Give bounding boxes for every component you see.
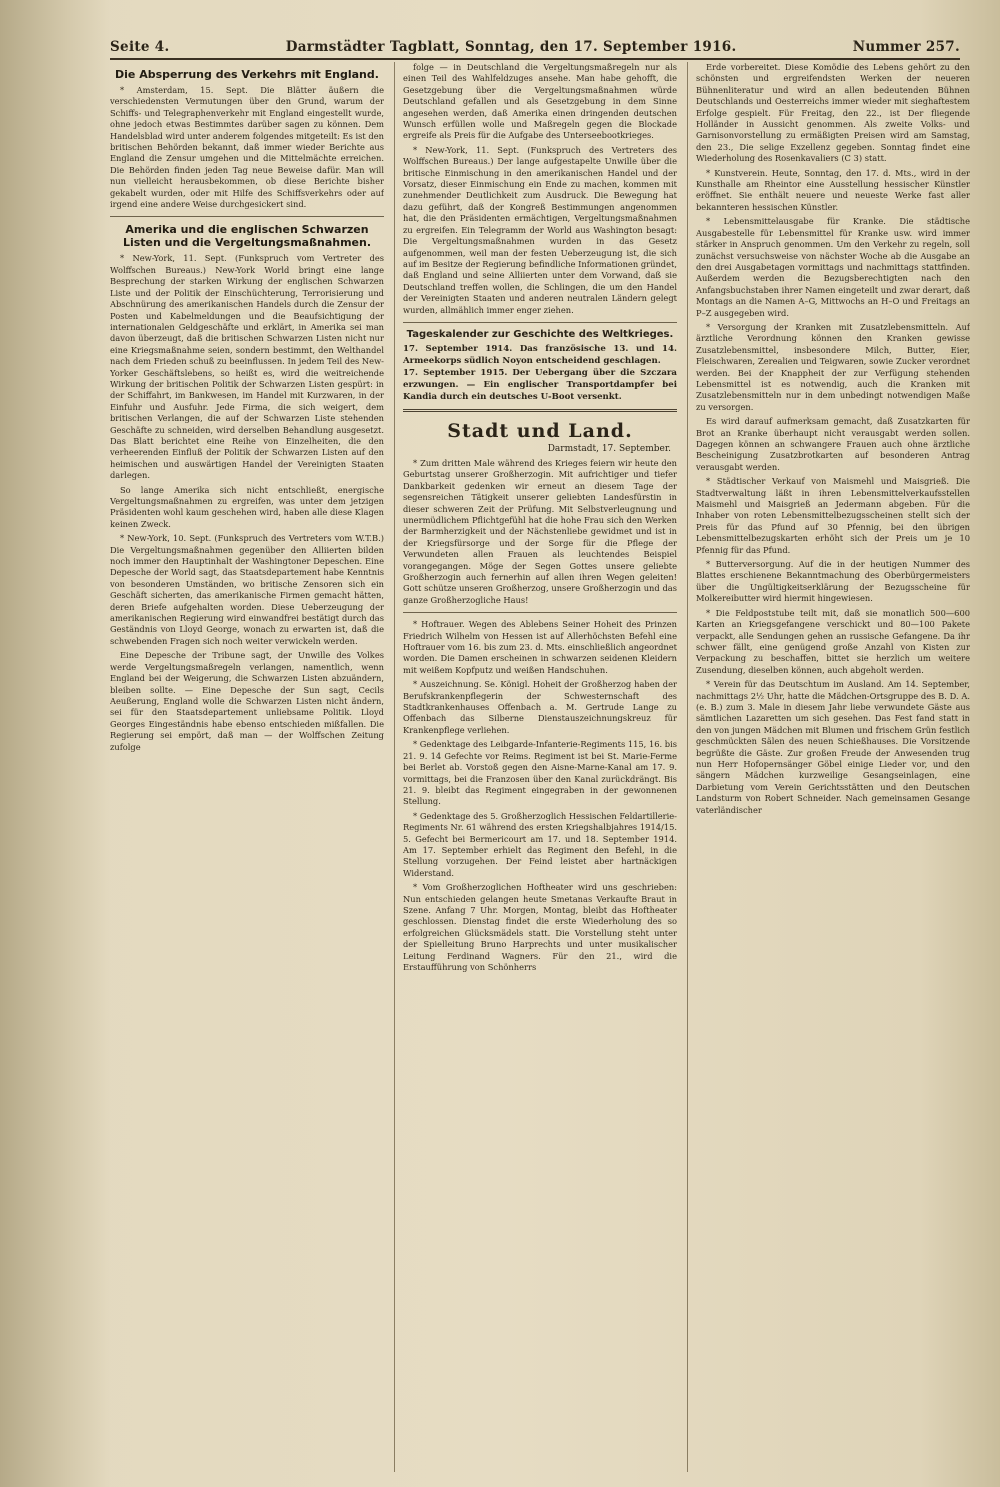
article-hoftrauer: * Hoftrauer. Wegen des Ablebens Seiner Hoheit des Prinzen Friedrich Wilhelm von Hessen ist auf Allerhöchsten Befehl eine Hoftrauer vom 16. bis zum 23. d. Mts. einschließlich angeordnet worden. Die Damen erscheinen in schwarzen seidenen Kleidern mit weißem Kopfputz und weißen Handschuhen.	[403, 619, 677, 675]
issue-number: Nummer 257.	[852, 39, 960, 55]
article-absperrung: * Amsterdam, 15. Sept. Die Blätter äußern die verschiedensten Vermutungen über den Grund, warum der Schiffs- und Telegraphenverkehr mit England eingestellt wurde, ohne jedoch etwas Bestimmtes darüber sagen zu können. Dem Handelsblad wird unter anderem folgendes mitgeteilt: Es ist den britischen Behörden bekannt, daß immer wieder Berichte aus England die Zensur umgehen und die Mittelmächte erreichen. Die Behörden finden jeden Tag neue Beweise dafür. Man will nun vielleicht herausbekommen, ob diese Berichte bisher gekabelt wurden, oder mit Hilfe des Schiffsverkehrs oder auf irgend eine andere Weise durchgesickert sind.	[110, 85, 384, 210]
divider	[110, 216, 384, 217]
article-cont: folge — in Deutschland die Vergeltungsmaßregeln nur als einen Teil des Wahlfeldzuges ansehe. Man habe gehofft, die Gesetzgebung über die Vergeltungsmaßnahmen würde Deutschland gefallen und als Gesetzgebung in dem Sinne angesehen werden, daß Amerika einen dringenden deutschen Wunsch erfüllen wolle und Maßregeln gegen die Blockade ergreife als Preis für die Aufgabe des Unterseebootkrieges.	[403, 62, 677, 141]
divider	[403, 322, 677, 323]
divider	[403, 612, 677, 613]
kalender-entry-1915: 17. September 1915. Der Uebergang über die Szczara erzwungen. — Ein englischer Transportdampfer bei Kandia durch ein deutsches U-Boot versenkt.	[403, 367, 677, 402]
article-amerika-3: * New-York, 10. Sept. (Funkspruch des Vertreters vom W.T.B.) Die Vergeltungsmaßnahmen gegenüber den Alliierten bilden noch immer den Hauptinhalt der Washingtoner Depeschen. Eine Depesche der World sagt, das Staatsdepartement habe Kenntnis von besonderen Umständen, wo britische Zensoren sich ein Geschäft sicherten, das amerikanische Firmen gemacht hätten, deren Briefe aufgehalten worden. Diese Ueberzeugung der amerikanischen Regierung wird einwandfrei bestätigt durch das Geständnis von Lloyd George, wonach zu erwarten ist, daß die schwebenden Fragen sich noch weiter verwickeln werden.	[110, 533, 384, 646]
kalender-entry-1914: 17. September 1914. Das französische 13. und 14. Armeekorps südlich Noyon entscheidend geschlagen.	[403, 343, 677, 366]
headline-absperrung: Die Absperrung des Verkehrs mit England.	[115, 68, 379, 81]
article-amerika-2: So lange Amerika sich nicht entschließt, energische Vergeltungsmaßnahmen zu ergreifen, was unter dem jetzigen Präsidenten wohl kaum geschehen wird, haben alle diese Klagen keinen Zweck.	[110, 484, 384, 529]
section-title-stadt-und-land: Stadt und Land.	[447, 419, 633, 442]
article-gedenktage-61: * Gedenktage des 5. Großherzoglich Hessischen Feldartillerie-Regiments Nr. 61 während des ersten Kriegshalbjahres 1914/15. 5. Gefecht bei Bermericourt am 17. und 18. September 1914. Am 17. September erhielt das Regiment den Befehl, in die Stellung vorzugehen. Der Feind leistet aber hartnäckigen Widerstand.	[403, 810, 677, 878]
article-theater-cont: Erde vorbereitet. Diese Komödie des Lebens gehört zu den schönsten und ergreifendsten Werken der neueren Bühnenliteratur und wird an allen bedeutenden Bühnen Deutschlands und Oesterreichs immer wieder mit sieghaftestem Erfolge gespielt. Für Freitag, den 22., ist Der fliegende Holländer in Aussicht genommen. Als zweite Volks- und Garnisonvorstellung zu ermäßigten Preisen wird am Samstag, den 23., Die selige Exzellenz gegeben. Sonntag findet eine Wiederholung des Rosenkavaliers (C 3) statt.	[696, 62, 970, 164]
article-verein-deutschtum: * Verein für das Deutschtum im Ausland. Am 14. September, nachmittags 2½ Uhr, hatte die Mädchen-Ortsgruppe des B. D. A. (e. B.) zum 3. Male in diesem Jahr liebe verwundete Gäste aus sämtlichen Lazaretten um sich gesehen. Das Fest fand statt in den von jungen Mädchen mit Blumen und frischem Grün festlich geschmückten Sälen des neuen Schießhauses. Die Vorsitzende begrüßte die Gäste. Zur großen Freude der Anwesenden trug nun Herr Hofopernsänger Göbel einige Lieder vor, und den sängern Mädchen kurzweilige Gesangseinlagen, eine Darbietung vom Verein Gerichtsstätten und den Deutschen Landsturm von Robert Schneider. Nach gemeinsamen Gesange vaterländischer	[696, 679, 970, 815]
headline-tageskalender: Tageskalender zur Geschichte des Weltkrieges.	[406, 328, 674, 340]
article-amerika-4: Eine Depesche der Tribune sagt, der Unwille des Volkes werde Vergeltungsmaßregeln verlangen, namentlich, wenn England bei der Weigerung, die Schwarzen Listen abzuändern, bleiben sollte. — Eine Depesche der Sun sagt, Cecils Aeußerung, England wolle die Schwarzen Listen nicht ändern, sei für den Staatsdepartement unliebsame Politik. Lloyd Georges Eingeständnis habe ebenso entschieden mißfallen. Die Regierung sei empört, daß man — der Wolffschen Zeitung zufolge	[110, 650, 384, 752]
columns	[110, 62, 970, 1472]
article-hoftheater: * Vom Großherzoglichen Hoftheater wird uns geschrieben: Nun entschieden gelangen heute Smetanas Verkaufte Braut in Szene. Anfang 7 Uhr. Morgen, Montag, bleibt das Hoftheater geschlossen. Dienstag findet die erste Wiederholung des so erfolgreichen Glücksmädels statt. Die Vorstellung steht unter der Spielleitung Bruno Harprechts und unter musikalischer Leitung Ferdinand Wagners. Für den 21., wird die Erstaufführung von Schönherrs	[403, 882, 677, 972]
article-lebensmittelausgabe: * Lebensmittelausgabe für Kranke. Die städtische Ausgabestelle für Lebensmittel für Kranke usw. wird immer stärker in Anspruch genommen. Um den Verkehr zu regeln, soll zunächst versuchsweise von nächster Woche ab die Ausgabe an den drei Ausgabetagen vormittags und nachmittags stattfinden. Außerdem werden die Bezugsberechtigten nach den Anfangsbuchstaben ihrer Namen eingeteilt und zwar derart, daß Montags an die Namen A–G, Mittwochs an H–O und Freitags an P–Z ausgegeben wird.	[696, 216, 970, 318]
article-feldpoststube: * Die Feldpoststube teilt mit, daß sie monatlich 500—600 Karten an Kriegsgefangene verschickt und 80—100 Pakete verpackt, alle Sendungen gehen an russische Gefangene. Da ihr schwer fällt, eine genügend große Anzahl von Kisten zur Verpackung zu beschaffen, bittet sie herzlich um weitere Zusendung, dieselben können, auch abgeholt werden.	[696, 607, 970, 675]
article-versorgung-kranke: * Versorgung der Kranken mit Zusatzlebensmitteln. Auf ärztliche Verordnung können den Kranken gewisse Zusatzlebensmittel, insbesondere Milch, Butter, Eier, Fleischwaren, Zerealien und Teigwaren, sowie Zucker verordnet werden. Bei der Knappheit der zur Verfügung stehenden Lebensmittel ist es notwendig, auch die Kranken mit Zusatzlebensmitteln nur in dem unbedingt notwendigen Maße zu versorgen.	[696, 321, 970, 412]
headline-amerika: Amerika und die englischen Schwarzen Listen und die Vergeltungsmaßnahmen.	[122, 223, 372, 250]
dateline: Darmstadt, 17. September.	[547, 443, 671, 454]
article-maismehl: * Städtischer Verkauf von Maismehl und Maisgrieß. Die Stadtverwaltung läßt in ihren Lebensmittelverkaufsstellen Maismehl und Maisgrieß an Jedermann abgeben. Für die Inhaber von roten Lebensmittelbezugsscheinen stellt sich der Preis für das Pfund auf 30 Pfennig, bei den übrigen Lebensmittelbezugskarten erhöht sich der Preis um je 10 Pfennig für das Pfund.	[696, 476, 970, 555]
article-auszeichnung: * Auszeichnung. Se. Königl. Hoheit der Großherzog haben der Berufskrankenpflegerin der Schwesternschaft des Stadtkrankenhauses Offenbach a. M. Gertrude Lange zu Offenbach das Silberne Dienstauszeichnungskreuz für Krankenpflege verliehen.	[403, 679, 677, 735]
column-2	[394, 62, 677, 1472]
masthead	[110, 36, 960, 60]
article-amerika-1: * New-York, 11. Sept. (Funkspruch vom Vertreter des Wolffschen Bureaus.) New-York World bringt eine lange Besprechung der starken Wirkung der englischen Schwarzen Liste und der Politik der Einschüchterung, Terrorisierung und Abschnürung des amerikanischen Handels durch die Zensur der Posten und Kabelmeldungen und die Beaufsichtigung der internationalen Geldgeschäfte und erklärt, in Amerika sei man davon überzeugt, daß die britischen Schwarzen Listen nicht nur eine Kriegsmaßnahme seien, sondern bestimmt, den Welthandel nach dem Frieden schuß zu beeinflussen. In jedem Teil des New-Yorker Geschäftslebens, so heißt es, wird die weitreichende Wirkung der britischen Politik der Schwarzen Listen gespürt: in der Schiffahrt, im Bankwesen, im Handel mit Kurzwaren, in der Einfuhr und Ausfuhr. Jede Firma, die sich weigert, dem britischen Verlangen, die auf der Schwarzen Liste stehenden Geschäfte zu schneiden, wird derselben Behandlung ausgesetzt. Das Blatt berichtet eine Reihe von Einzelheiten, die den verheerenden Einfluß der Politik der Schwarzen Listen auf den heimischen und auswärtigen Handel der Vereinigten Staaten darlegen.	[110, 253, 384, 481]
article-zusatzkarten: Es wird darauf aufmerksam gemacht, daß Zusatzkarten für Brot an Kranke überhaupt nicht verausgabt werden sollen. Dagegen können an schwangere Frauen auch ohne ärztliche Bescheinigung Zusatzbrotkarten auf besonderen Antrag verausgabt werden.	[696, 416, 970, 472]
article-gedenktage-115: * Gedenktage des Leibgarde-Infanterie-Regiments 115, 16. bis 21. 9. 14 Gefechte vor Reims. Regiment ist bei St. Marie-Ferme bei Berlet ab. Vorstoß gegen den Aisne-Marne-Kanal am 17. 9. vormittags, bei die Franzosen über den Kanal zurückdrängt. Bis 21. 9. bleibt das Regiment eingegraben in der gewonnenen Stellung.	[403, 739, 677, 807]
article-kunstverein: * Kunstverein. Heute, Sonntag, den 17. d. Mts., wird in der Kunsthalle am Rheintor eine Ausstellung hessischer Künstler eröffnet. Sie enthält neuere und neueste Werke fast aller bekannteren hessischen Künstler.	[696, 167, 970, 212]
article-newyork: * New-York, 11. Sept. (Funkspruch des Vertreters des Wolffschen Bureaus.) Der lange aufgestapelte Unwille über die britische Einmischung in den amerikanischen Handel und der Vorsatz, dieser Einmischung ein Ende zu machen, kommen mit zunehmender Deutlichkeit zum Ausdruck. Die Bewegung hat dazu geführt, daß der Kongreß Bestimmungen angenommen hat, die den Präsidenten ermächtigen, Vergeltungsmaßnahmen zu ergreifen. Ein Telegramm der World aus Washington besagt: Die Vergeltungsmaßnahmen wurden in das Gesetz aufgenommen, weil man der festen Ueberzeugung ist, die sich auf im Besitze der Regierung befindliche Informationen gründet, daß England und seine Alliierten unter dem Vorwand, daß sie Deutschland treffen wollen, die Schlingen, die um den Handel der Vereinigten Staaten und anderen neutralen Ländern gelegt wurden, allmählich immer enger ziehen.	[403, 144, 677, 315]
divider-double	[403, 409, 677, 412]
article-geburtstag: * Zum dritten Male während des Krieges feiern wir heute den Geburtstag unserer Großherzogin. Mit aufrichtiger und tiefer Dankbarkeit gedenken wir erneut an diesem Tage der segensreichen Tätigkeit unserer geliebten Landesfürstin in dieser schweren Zeit der Prüfung. Mit Selbstverleugnung und unermüdlichem Pflichtgefühl hat die hohe Frau sich den Werken der Barmherzigkeit und der Nächstenliebe gewidmet und ist in der Kriegsfürsorge und der Sorge für die Pflege der Verwundeten allen Frauen als leuchtendes Beispiel vorangegangen. Möge der Segen Gottes unsere geliebte Großherzogin auch fernerhin auf allen ihren Wegen geleiten! Gott schütze unseren Großherzog, unsere Großherzogin und das ganze Großherzogliche Haus!	[403, 457, 677, 605]
column-3	[687, 62, 970, 1472]
newspaper-title-date: Darmstädter Tagblatt, Sonntag, den 17. September 1916.	[285, 39, 737, 55]
page-fold-shadow	[0, 0, 110, 1487]
article-butterversorgung: * Butterversorgung. Auf die in der heutigen Nummer des Blattes erschienene Bekanntmachung des Oberbürgermeisters über die Ungültigkeitserklärung der Bezugsscheine für Molkereibutter wird hiermit hingewiesen.	[696, 559, 970, 604]
column-1	[110, 62, 384, 1472]
page-number: Seite 4.	[110, 39, 170, 55]
